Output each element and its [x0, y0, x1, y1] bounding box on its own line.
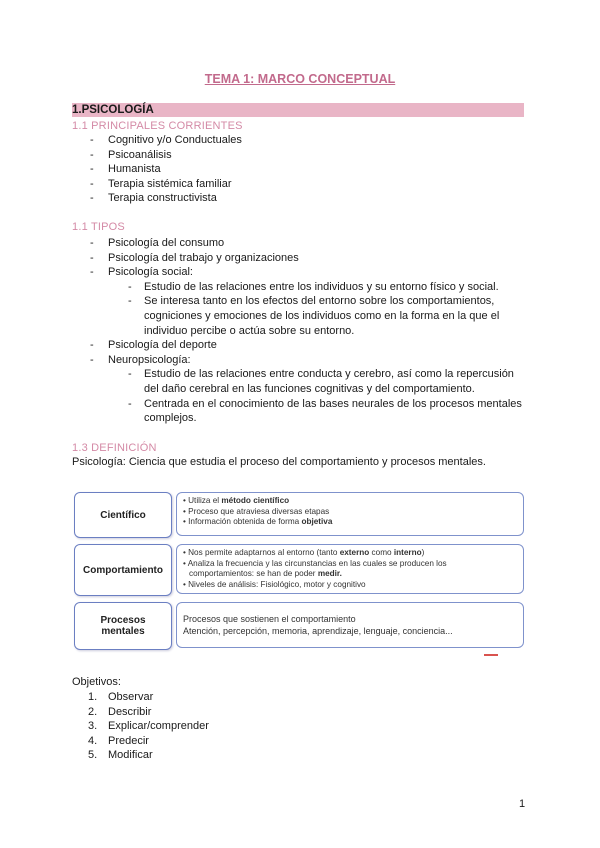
- subheading-tipos: 1.1 TIPOS: [72, 221, 125, 233]
- item-number: 2.: [88, 705, 98, 718]
- list-subitem: [72, 397, 522, 426]
- text: • Información obtenida de forma: [183, 517, 302, 526]
- text: • Utiliza el: [183, 496, 222, 505]
- list-item: - Terapia sistémica familiar: [72, 177, 242, 192]
- list-item: - Psicología del deporte: [72, 338, 522, 353]
- objetivos-list: [72, 690, 209, 763]
- line: [183, 569, 517, 580]
- box-cientifico-detail: [176, 492, 524, 536]
- definition-text: Psicología: Ciencia que estudia el proceso del comportamiento y procesos mentales.: [72, 456, 486, 468]
- line: Estudio de las relaciones entre conducta y cerebro, así como la repercusión: [144, 368, 514, 381]
- line: Se interesa tanto en los efectos del entorno sobre los comportamientos,: [144, 295, 495, 308]
- item-number: 1.: [88, 691, 98, 703]
- text: ): [421, 548, 425, 557]
- list-subitem: [72, 294, 522, 338]
- item-text: Observar: [108, 691, 154, 703]
- item-number: 4.: [88, 734, 98, 747]
- text: método científico: [221, 496, 290, 505]
- text: • Nos permite adaptarnos al entorno (tanto: [183, 548, 340, 557]
- box-comportamiento: Comportamiento: [74, 544, 172, 596]
- objetivos-label: Objetivos:: [72, 676, 121, 688]
- line: • Analiza la frecuencia y las circunstancias en las cuales se producen los: [183, 558, 447, 568]
- list-item: [72, 719, 209, 734]
- text: mentales: [101, 626, 145, 637]
- box-comportamiento-detail: [176, 544, 524, 594]
- label: [100, 615, 145, 637]
- text: Procesos: [100, 615, 146, 626]
- line: Centrada en el conocimiento de las bases neurales de los procesos mentales: [144, 397, 522, 410]
- line: del daño cerebral en las funciones cognitivas y del comportamiento.: [144, 382, 475, 395]
- line: [183, 517, 517, 528]
- item-text: Modificar: [108, 749, 153, 762]
- corrientes-list: [72, 133, 242, 206]
- item-number: 5.: [88, 749, 98, 762]
- line: Procesos que sostienen el comportamiento: [183, 614, 356, 624]
- page-number: 1: [519, 798, 526, 810]
- line: • Niveles de análisis: Fisiológico, motor y cognitivo: [183, 579, 366, 589]
- list-subitem: - Estudio de las relaciones entre los individuos y su entorno físico y social.: [72, 280, 522, 295]
- subheading-definicion: 1.3 DEFINICIÓN: [72, 442, 157, 454]
- list-item: - Psicología social:: [72, 265, 522, 280]
- section-heading-psicologia: 1.PSICOLOGÍA: [72, 103, 524, 117]
- box-cientifico: Científico: [74, 492, 172, 538]
- text: externo: [339, 548, 370, 557]
- item-text: Predecir: [108, 734, 149, 747]
- item-text: Describir: [108, 705, 152, 718]
- box-procesos-mentales: [74, 602, 172, 650]
- text: como: [369, 548, 394, 557]
- list-item: - Neuropsicología:: [72, 353, 522, 368]
- line: [183, 496, 517, 507]
- list-item: [72, 690, 209, 705]
- line: individuo percibe o actúa sobre su entorno.: [144, 324, 355, 337]
- text: interno: [393, 548, 422, 557]
- list-subitem: [72, 367, 522, 396]
- box-procesos-detail: [176, 602, 524, 648]
- tipos-list: [72, 236, 522, 426]
- list-item: [72, 734, 209, 749]
- list-item: [72, 748, 209, 763]
- line: • Proceso que atraviesa diversas etapas: [183, 506, 330, 516]
- item-text: Explicar/comprender: [108, 720, 209, 733]
- list-item: - Humanista: [72, 162, 242, 177]
- subheading-corrientes: 1.1 PRINCIPALES CORRIENTES: [72, 120, 243, 132]
- list-item: - Terapia constructivista: [72, 191, 242, 206]
- list-item: [72, 705, 209, 720]
- concept-diagram: [74, 490, 526, 660]
- page-title: TEMA 1: MARCO CONCEPTUAL: [204, 72, 396, 86]
- text: objetiva: [301, 517, 333, 526]
- list-item: - Cognitivo y/o Conductuales: [72, 133, 242, 148]
- list-item: - Psicoanálisis: [72, 148, 242, 163]
- list-item: - Psicología del trabajo y organizaciones: [72, 251, 522, 266]
- item-number: 3.: [88, 720, 98, 733]
- text: comportamientos: se han de poder: [189, 569, 318, 578]
- line: complejos.: [144, 412, 197, 425]
- list-item: - Psicología del consumo: [72, 236, 522, 251]
- line: Atención, percepción, memoria, aprendizaje, lenguaje, conciencia...: [183, 626, 453, 636]
- line: [183, 548, 517, 559]
- text: medir.: [317, 569, 342, 578]
- red-underline-mark: [484, 654, 498, 656]
- line: cogniciones y emociones de los individuos como en la forma en la que el: [144, 309, 500, 322]
